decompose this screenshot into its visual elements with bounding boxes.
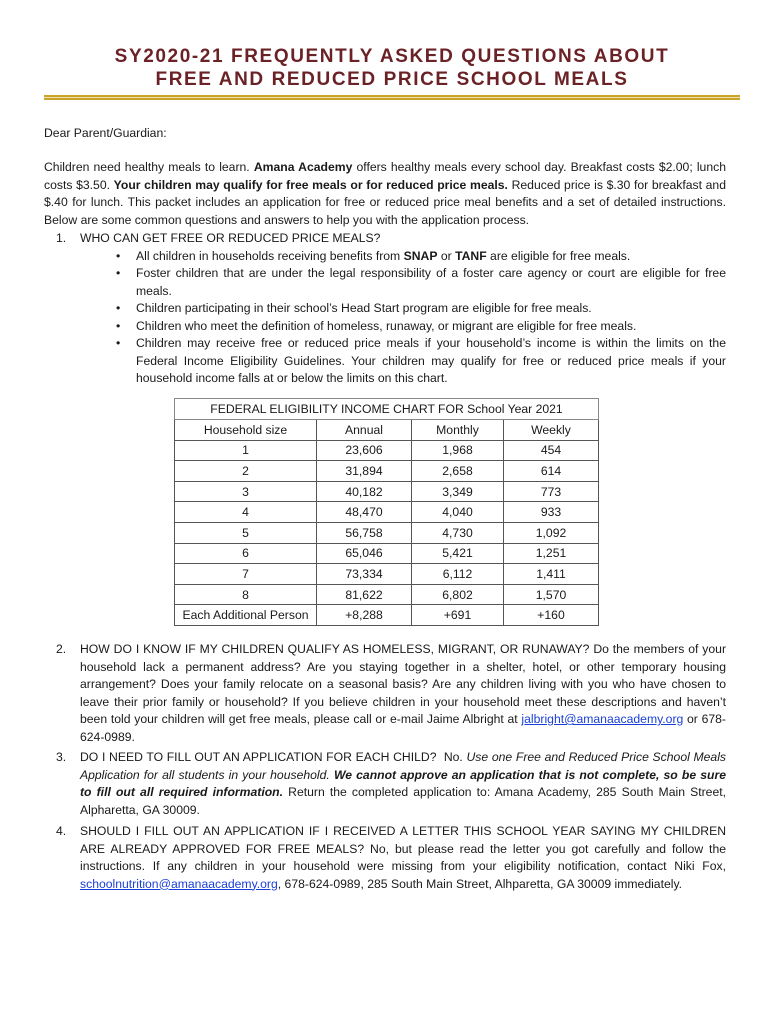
annual-cell: 31,894 <box>317 461 412 482</box>
household-size-cell: 5 <box>175 522 317 543</box>
faq-text: No. <box>436 750 467 764</box>
faq-text: or 678-624-0989. <box>80 712 726 744</box>
income-eligibility-table <box>174 398 599 626</box>
weekly-cell: 1,570 <box>504 584 599 605</box>
household-size-cell: 1 <box>175 440 317 461</box>
monthly-cell: 1,968 <box>412 440 504 461</box>
email-link-schoolnutrition[interactable]: schoolnutrition@amanaacademy.org <box>80 876 278 891</box>
list-text: are eligible for free meals. <box>486 248 631 263</box>
annual-cell: 40,182 <box>317 481 412 502</box>
annual-cell: +8,288 <box>317 605 412 626</box>
faq-question: DO I NEED TO FILL OUT AN APPLICATION FOR EACH CHILD? <box>80 750 437 764</box>
weekly-cell: 454 <box>504 440 599 461</box>
list-text: Children participating in their school’s Head Start program are eligible for free meals. <box>136 301 592 315</box>
faq-text: , 678-624-0989, 285 South Main Street, Alhparetta, GA 30009 immediately. <box>277 876 683 891</box>
tanf-label: TANF <box>455 248 487 263</box>
weekly-cell: 1,411 <box>504 564 599 585</box>
list-item <box>116 300 726 318</box>
faq-item-3 <box>44 749 726 819</box>
annual-cell: 23,606 <box>317 440 412 461</box>
household-size-cell: 4 <box>175 502 317 523</box>
annual-cell: 73,334 <box>317 564 412 585</box>
table-caption-row <box>175 399 599 420</box>
bullet-icon: • <box>116 318 121 333</box>
weekly-cell: 1,092 <box>504 522 599 543</box>
monthly-cell: 6,112 <box>412 564 504 585</box>
faq-number: 1. <box>56 231 67 245</box>
faq-question: WHO CAN GET FREE OR REDUCED PRICE MEALS? <box>80 231 381 245</box>
header-cell: Weekly <box>504 420 599 441</box>
list-item <box>116 318 726 336</box>
table-row <box>175 605 599 626</box>
intro-text: Children need healthy meals to learn. <box>44 160 254 174</box>
greeting: Dear Parent/Guardian: <box>44 126 167 140</box>
bullet-icon: • <box>116 301 121 315</box>
faq-number: 3. <box>56 750 67 764</box>
monthly-cell: +691 <box>412 605 504 626</box>
table-row <box>175 584 599 605</box>
monthly-cell: 4,730 <box>412 522 504 543</box>
faq-warning-text: We cannot approve an application that is not complete, so be sure to fill out all required information. <box>80 767 726 799</box>
intro-paragraph <box>44 159 726 229</box>
faq-number: 2. <box>56 642 67 656</box>
annual-cell: 56,758 <box>317 522 412 543</box>
weekly-cell: 614 <box>504 461 599 482</box>
monthly-cell: 2,658 <box>412 461 504 482</box>
list-text: Children may receive free or reduced price meals if your household’s income is within the limits on the Federal Income Eligibility Guidelines. Your children may qualify for free or reduced price meals if your household income falls at or below the limits on this chart. <box>136 336 726 385</box>
table-row <box>175 564 599 585</box>
eligibility-list <box>116 248 726 388</box>
faq-text: SHOULD I FILL OUT AN APPLICATION IF I RECEIVED A LETTER THIS SCHOOL YEAR SAYING MY CHILDREN ARE ALREADY APPROVED FOR FREE MEALS? No, but please read the letter you got carefully and follow the instructions. If any children in your household were missing from your eligibility notification, contact Niki Fox, <box>80 824 726 873</box>
annual-cell: 81,622 <box>317 584 412 605</box>
header-cell: Household size <box>175 420 317 441</box>
table-row <box>175 522 599 543</box>
table-row <box>175 543 599 564</box>
bullet-icon: • <box>116 336 121 350</box>
weekly-cell: 773 <box>504 481 599 502</box>
bullet-icon: • <box>116 248 121 263</box>
list-text: All children in households receiving benefits from <box>136 248 404 263</box>
table-header-row <box>175 420 599 441</box>
faq-body <box>80 749 726 819</box>
page-title <box>44 45 740 91</box>
table-row <box>175 481 599 502</box>
bullet-icon: • <box>116 266 121 280</box>
title-line-1: SY2020-21 FREQUENTLY ASKED QUESTIONS ABOUT <box>114 46 670 67</box>
faq-number: 4. <box>56 824 67 838</box>
title-line-2: FREE AND REDUCED PRICE SCHOOL MEALS <box>155 69 629 90</box>
household-size-cell: 2 <box>175 461 317 482</box>
monthly-cell: 6,802 <box>412 584 504 605</box>
list-text: Children who meet the definition of homeless, runaway, or migrant are eligible for free meals. <box>136 318 637 333</box>
faq-text: Return the completed application to: Amana Academy, 285 South Main Street, Alpharetta, GA 30009. <box>80 785 726 817</box>
table-caption: FEDERAL ELIGIBILITY INCOME CHART FOR School Year 2021 <box>175 399 599 420</box>
header-cell: Annual <box>317 420 412 441</box>
weekly-cell: 1,251 <box>504 543 599 564</box>
faq-text: HOW DO I KNOW IF MY CHILDREN QUALIFY AS HOMELESS, MIGRANT, OR RUNAWAY? Do the members of your household lack a permanent address? Are you staying together in a shelter, hotel, or other temporary housing arrangement? Does your family relocate on a seasonal basis? Are any children living with you who have chosen to leave their prior family or household? If you believe children in your household meet these descriptions and haven’t been told your children will get free meals, please call or e-mail Jaime Albright at <box>80 642 726 726</box>
household-size-cell: 3 <box>175 481 317 502</box>
list-text: Foster children that are under the legal responsibility of a foster care agency or court are eligible for free meals. <box>136 266 726 298</box>
list-item <box>116 335 726 388</box>
header-cell: Monthly <box>412 420 504 441</box>
school-name: Amana Academy <box>253 160 353 174</box>
list-text: or <box>437 248 456 263</box>
monthly-cell: 4,040 <box>412 502 504 523</box>
intro-emphasis: Your children may qualify for free meals or for reduced price meals. <box>113 177 508 192</box>
snap-label: SNAP <box>403 248 438 263</box>
weekly-cell: 933 <box>504 502 599 523</box>
intro-text: Reduced price is $.30 for breakfast and $.40 for lunch. This packet includes an application for free or reduced price meal benefits and a set of detailed instructions. Below are some common questions and answers to help you with the application process. <box>44 177 726 227</box>
faq-body <box>80 823 726 893</box>
household-size-cell: 6 <box>175 543 317 564</box>
household-size-cell: 8 <box>175 584 317 605</box>
faq-item-2 <box>44 641 726 746</box>
faq-italic-text: Use one Free and Reduced Price School Meals Application for all students in your household. <box>80 750 726 782</box>
list-item <box>116 248 726 266</box>
household-size-cell: 7 <box>175 564 317 585</box>
table-row <box>175 461 599 482</box>
monthly-cell: 3,349 <box>412 481 504 502</box>
annual-cell: 48,470 <box>317 502 412 523</box>
title-divider <box>44 95 740 100</box>
monthly-cell: 5,421 <box>412 543 504 564</box>
annual-cell: 65,046 <box>317 543 412 564</box>
household-size-cell: Each Additional Person <box>175 605 317 626</box>
weekly-cell: +160 <box>504 605 599 626</box>
faq-item-1 <box>44 230 726 388</box>
intro-text: offers healthy meals every school day. Breakfast costs $2.00; lunch costs $3.50. <box>44 160 726 192</box>
faq-item-4 <box>44 823 726 893</box>
list-item <box>116 265 726 300</box>
table-row <box>175 502 599 523</box>
email-link-jalbright[interactable]: jalbright@amanaacademy.org <box>521 712 684 726</box>
table-row <box>175 440 599 461</box>
faq-body <box>80 641 726 746</box>
